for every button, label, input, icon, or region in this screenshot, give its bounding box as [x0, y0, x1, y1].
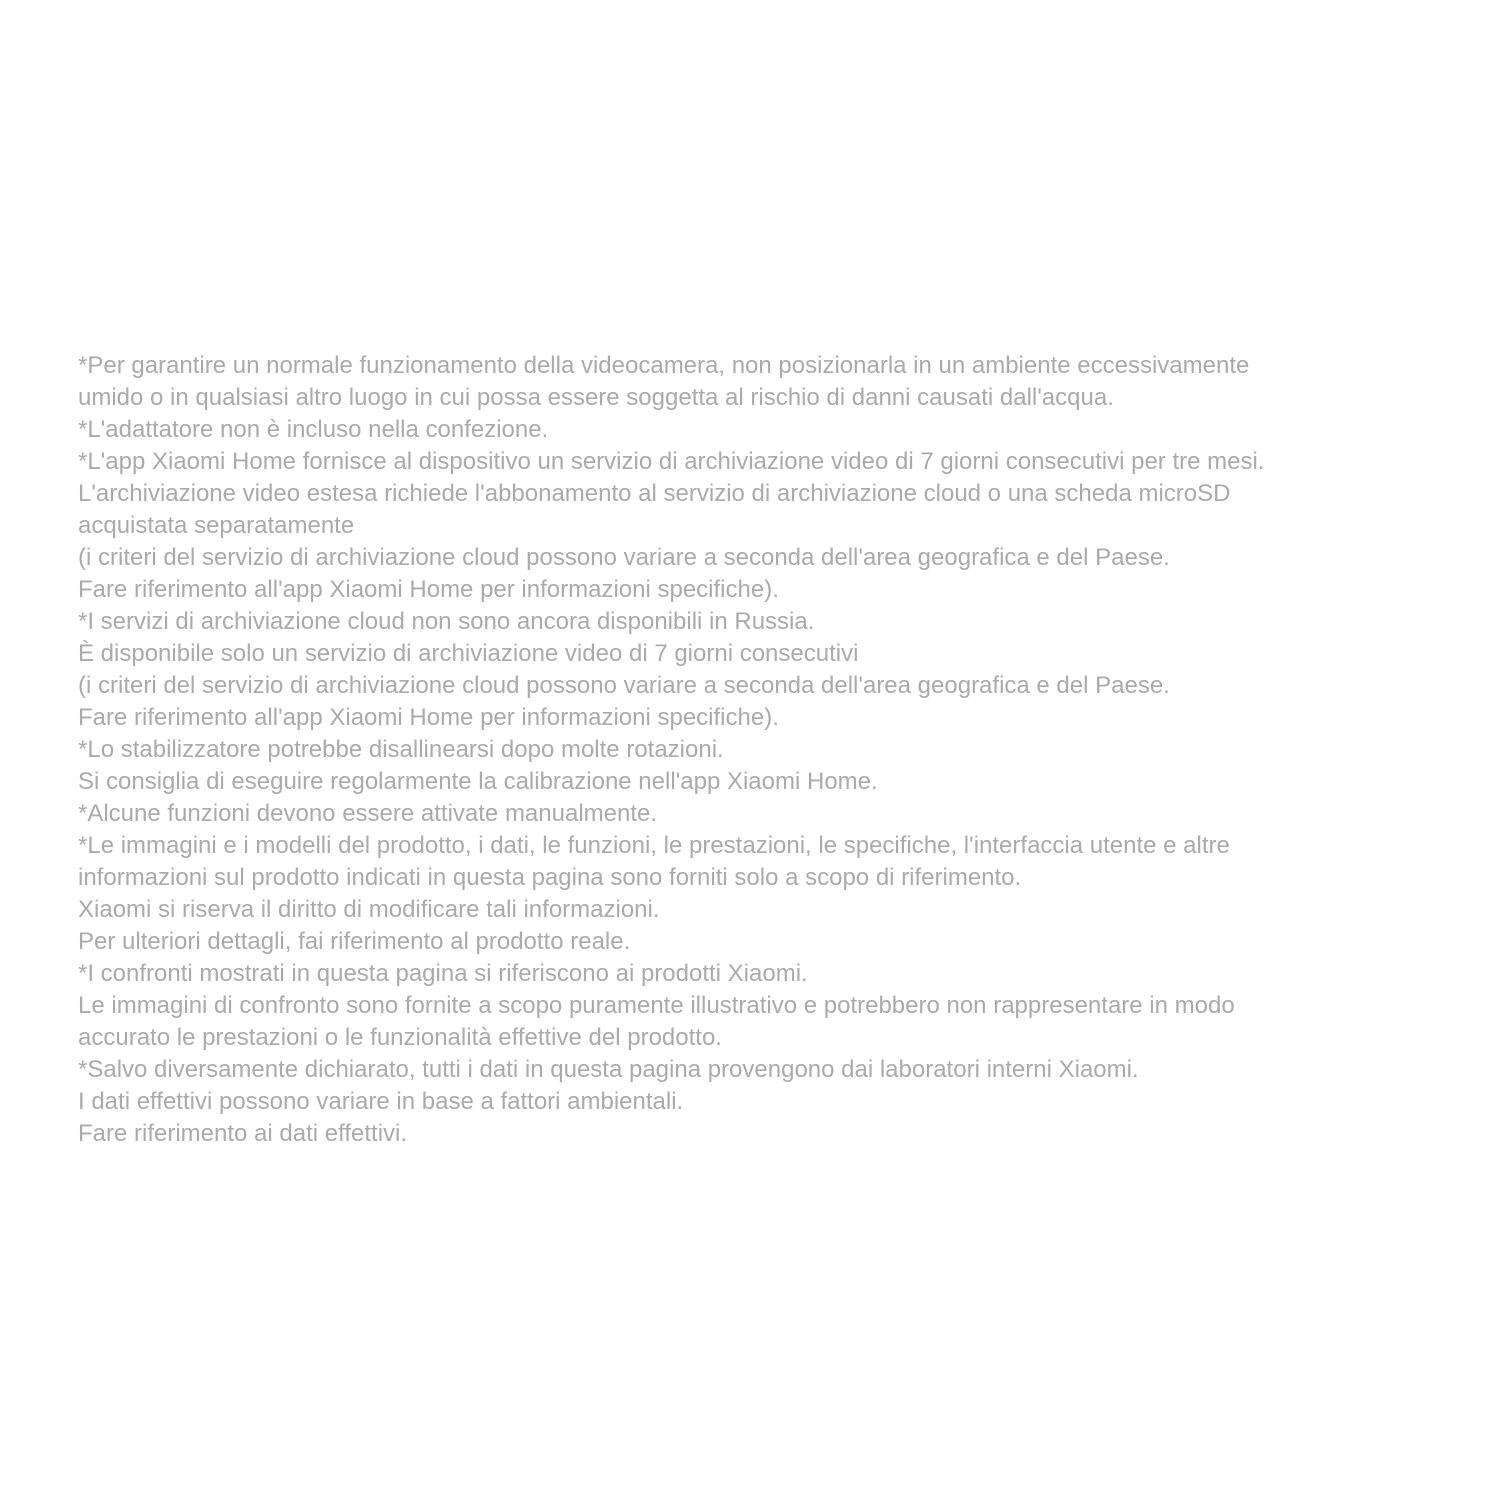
- disclaimer-line: *I servizi di archiviazione cloud non sono ancora disponibili in Russia.: [78, 608, 815, 635]
- disclaimer-line: *Per garantire un normale funzionamento della videocamera, non posizionarla in un ambiente eccessivamente: [78, 352, 1250, 379]
- disclaimer-line: *L'adattatore non è incluso nella confezione.: [78, 416, 549, 443]
- disclaimer-line: Fare riferimento all'app Xiaomi Home per informazioni specifiche).: [78, 576, 779, 603]
- disclaimer-line: *Salvo diversamente dichiarato, tutti i dati in questa pagina provengono dai laboratori interni Xiaomi.: [78, 1056, 1139, 1083]
- disclaimer-text-block: [78, 350, 1488, 1150]
- disclaimer-line: Si consiglia di eseguire regolarmente la calibrazione nell'app Xiaomi Home.: [78, 768, 878, 795]
- disclaimer-line: I dati effettivi possono variare in base a fattori ambientali.: [78, 1088, 684, 1115]
- disclaimer-line: informazioni sul prodotto indicati in questa pagina sono forniti solo a scopo di riferimento.: [78, 864, 1022, 891]
- disclaimer-line: umido o in qualsiasi altro luogo in cui possa essere soggetta al rischio di danni causati dall'acqua.: [78, 384, 1114, 411]
- disclaimer-line: Fare riferimento all'app Xiaomi Home per informazioni specifiche).: [78, 704, 779, 731]
- disclaimer-line: *Alcune funzioni devono essere attivate manualmente.: [78, 800, 658, 827]
- disclaimer-line: Fare riferimento ai dati effettivi.: [78, 1120, 408, 1147]
- disclaimer-line: (i criteri del servizio di archiviazione cloud possono variare a seconda dell'area geografica e del Paese.: [78, 544, 1170, 571]
- disclaimer-line: L'archiviazione video estesa richiede l'abbonamento al servizio di archiviazione cloud o una scheda microSD: [78, 480, 1231, 507]
- disclaimer-line: (i criteri del servizio di archiviazione cloud possono variare a seconda dell'area geografica e del Paese.: [78, 672, 1170, 699]
- disclaimer-line: Per ulteriori dettagli, fai riferimento al prodotto reale.: [78, 928, 631, 955]
- disclaimer-line: Le immagini di confronto sono fornite a scopo puramente illustrativo e potrebbero non rappresentare in modo: [78, 992, 1235, 1019]
- disclaimer-line: È disponibile solo un servizio di archiviazione video di 7 giorni consecutivi: [78, 640, 859, 667]
- disclaimer-line: *Le immagini e i modelli del prodotto, i dati, le funzioni, le prestazioni, le specifiche, l'interfaccia utente e altre: [78, 832, 1230, 859]
- disclaimer-line: *I confronti mostrati in questa pagina si riferiscono ai prodotti Xiaomi.: [78, 960, 808, 987]
- disclaimer-line: *L'app Xiaomi Home fornisce al dispositivo un servizio di archiviazione video di 7 giorni consecutivi per tre mesi.: [78, 448, 1265, 475]
- disclaimer-line: Xiaomi si riserva il diritto di modificare tali informazioni.: [78, 896, 660, 923]
- disclaimer-line: accurato le prestazioni o le funzionalità effettive del prodotto.: [78, 1024, 722, 1051]
- disclaimer-line: acquistata separatamente: [78, 512, 355, 539]
- disclaimer-line: *Lo stabilizzatore potrebbe disallinearsi dopo molte rotazioni.: [78, 736, 724, 763]
